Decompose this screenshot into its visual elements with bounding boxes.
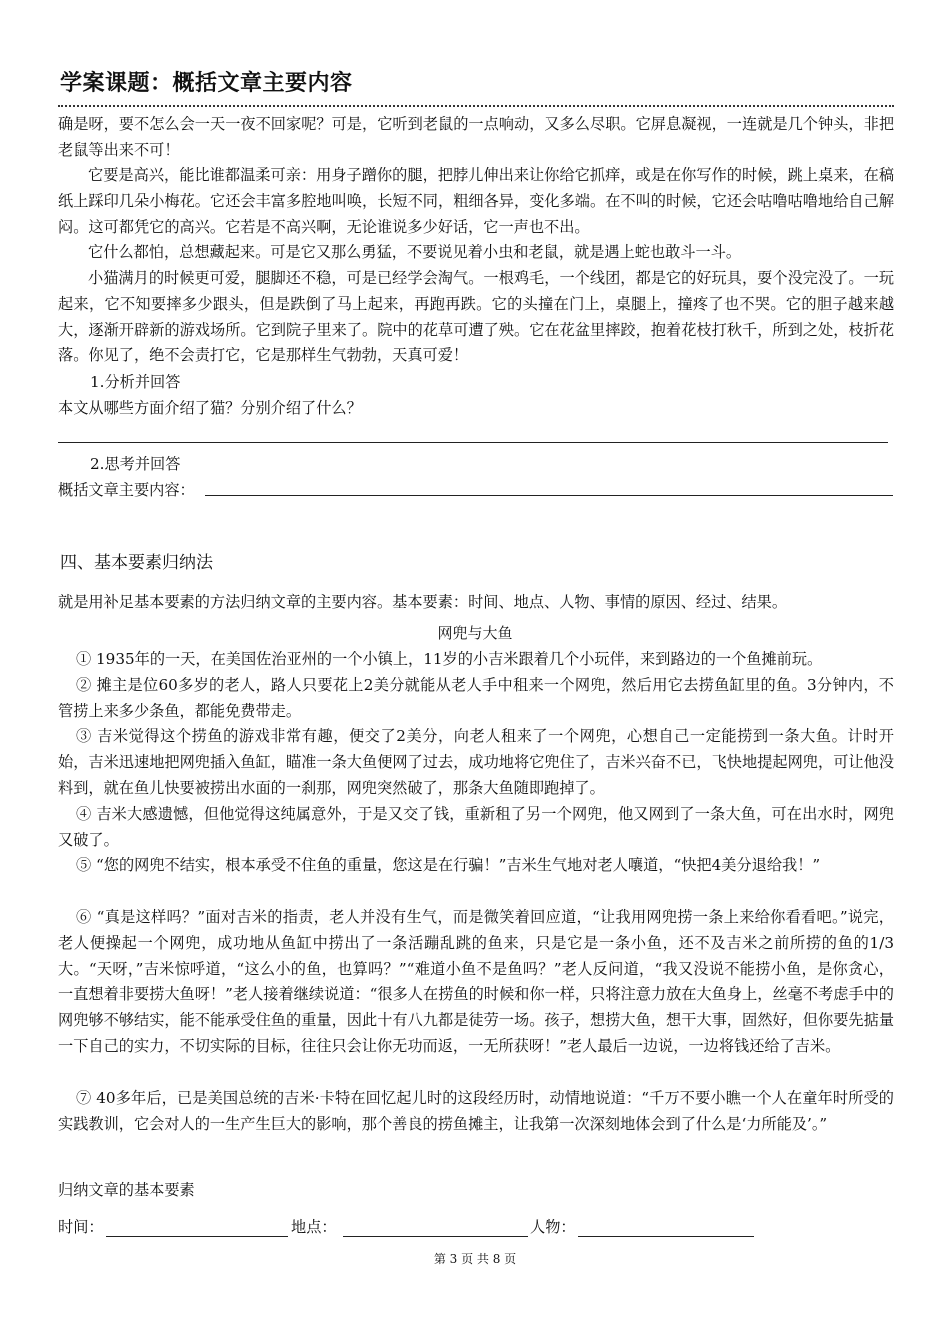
story-paragraph: ④ 吉米大感遗憾，但他觉得这纯属意外，于是又交了钱，重新租了另一个网兜，他又网到了一条大鱼，可在出水时，网兜又破了。 bbox=[58, 805, 894, 849]
people-label: 人物： bbox=[530, 1218, 576, 1236]
section-heading: 四、基本要素归纳法 bbox=[60, 553, 213, 573]
header-divider bbox=[58, 105, 894, 107]
question-2-label: 2.思考并回答 bbox=[90, 455, 181, 473]
story-paragraph: ⑦ 40多年后，已是美国总统的吉米·卡特在回忆起儿时的这段经历时，动情地说道：“千万不要小瞧一个人在童年时所受的实践教训，它会对人的一生产生巨大的影响，那个善良的捞鱼摊主，让我第一次深刻地体会到了什么是‘力所能及’。” bbox=[58, 1089, 894, 1133]
time-label: 时间： bbox=[58, 1218, 104, 1236]
passage-paragraph: 确是呀，要不怎么会一天一夜不回家呢？可是，它听到老鼠的一点响动，又多么尽职。它屏息凝视，一连就是几个钟头，非把老鼠等出来不可！ bbox=[58, 115, 894, 159]
time-answer-line[interactable] bbox=[106, 1236, 288, 1237]
method-intro: 就是用补足基本要素的方法归纳文章的主要内容。基本要素：时间、地点、人物、事情的原因、经过、结果。 bbox=[58, 593, 787, 611]
story-paragraph: ⑥ “真是这样吗？”面对吉米的指责，老人并没有生气，而是微笑着回应道，“让我用网兜捞一条上来给你看看吧。”说完，老人便操起一个网兜，成功地从鱼缸中捞出了一条活蹦乱跳的鱼来，只是它是一条小鱼，还不及吉米之前所捞的鱼的1/3大。“天呀，”吉米惊呼道，“这么小的鱼，也算吗？”“难道小鱼不是鱼吗？”老人反问道，“我又没说不能捞小鱼，是你贪心，一直想着非要捞大鱼呀！”老人接着继续说道：“很多人在捞鱼的时候和你一样，只将注意力放在大鱼身上，丝毫不考虑手中的网兜够不够结实，能不能承受住鱼的重量，因此十有八九都是徒劳一场。孩子，想捞大鱼，想干大事，固然好，但你要先掂量一下自己的实力，不切实际的目标，往往只会让你无功而返，一无所获呀！”老人最后一边说，一边将钱还给了吉米。 bbox=[58, 908, 894, 1055]
passage-paragraph: 小猫满月的时候更可爱，腿脚还不稳，可是已经学会淘气。一根鸡毛，一个线团，都是它的好玩具，耍个没完没了。一玩起来，它不知要摔多少跟头，但是跌倒了马上起来，再跑再跌。它的头撞在门上，桌腿上，撞疼了也不哭。它的胆子越来越大，逐渐开辟新的游戏场所。它到院子里来了。院中的花草可遭了殃。它在花盆里摔跤，抱着花枝打秋千，所到之处，枝折花落。你见了，绝不会责打它，它是那样生气勃勃，天真可爱！ bbox=[58, 269, 894, 365]
place-answer-line[interactable] bbox=[343, 1236, 528, 1237]
answer-line-1[interactable] bbox=[58, 442, 888, 443]
story-paragraph: ② 摊主是位60多岁的老人，路人只要花上2美分就能从老人手中租来一个网兜，然后用它去捞鱼缸里的鱼。3分钟内，不管捞上来多少条鱼，都能免费带走。 bbox=[58, 676, 894, 720]
passage-paragraph: 它什么都怕，总想藏起来。可是它又那么勇猛，不要说见着小虫和老鼠，就是遇上蛇也敢斗一斗。 bbox=[88, 243, 742, 261]
story-paragraph: ⑤ “您的网兜不结实，根本承受不住鱼的重量，您这是在行骗！”吉米生气地对老人嚷道，“快把4美分退给我！” bbox=[76, 856, 821, 874]
summary-label: 归纳文章的基本要素 bbox=[58, 1181, 195, 1199]
story-paragraph: ① 1935年的一天，在美国佐治亚州的一个小镇上，11岁的小吉米跟着几个小玩伴，来到路边的一个鱼摊前玩。 bbox=[76, 650, 823, 668]
place-label: 地点： bbox=[291, 1218, 337, 1236]
story-paragraph: ③ 吉米觉得这个捞鱼的游戏非常有趣，便交了2美分，向老人租来了一个网兜，心想自己一定能捞到一条大鱼。计时开始，吉米迅速地把网兜插入鱼缸，瞄准一条大鱼便网了过去，成功地将它兜住了，吉米兴奋不已，飞快地提起网兜，可让他没料到，就在鱼儿快要被捞出水面的一刹那，网兜突然破了，那条大鱼随即跑掉了。 bbox=[58, 727, 894, 797]
passage-paragraph: 它要是高兴，能比谁都温柔可亲：用身子蹭你的腿，把脖儿伸出来让你给它抓痒，或是在你写作的时候，跳上桌来，在稿纸上踩印几朵小梅花。它还会丰富多腔地叫唤，长短不同，粗细各异，变化多端。在不叫的时候，它还会咕噜咕噜地给自己解闷。这可都凭它的高兴。它若是不高兴啊，无论谁说多少好话，它一声也不出。 bbox=[58, 166, 894, 236]
question-1-label: 1.分析并回答 bbox=[90, 373, 181, 391]
answer-line-2[interactable] bbox=[205, 495, 893, 496]
people-answer-line[interactable] bbox=[578, 1236, 754, 1237]
page-number: 第 3 页 共 8 页 bbox=[433, 1252, 517, 1266]
story-title: 网兜与大鱼 bbox=[437, 624, 513, 642]
page-title: 学案课题：概括文章主要内容 bbox=[60, 71, 353, 96]
question-2-text: 概括文章主要内容： bbox=[58, 481, 195, 499]
question-1-text: 本文从哪些方面介绍了猫？分别介绍了什么？ bbox=[58, 399, 362, 417]
